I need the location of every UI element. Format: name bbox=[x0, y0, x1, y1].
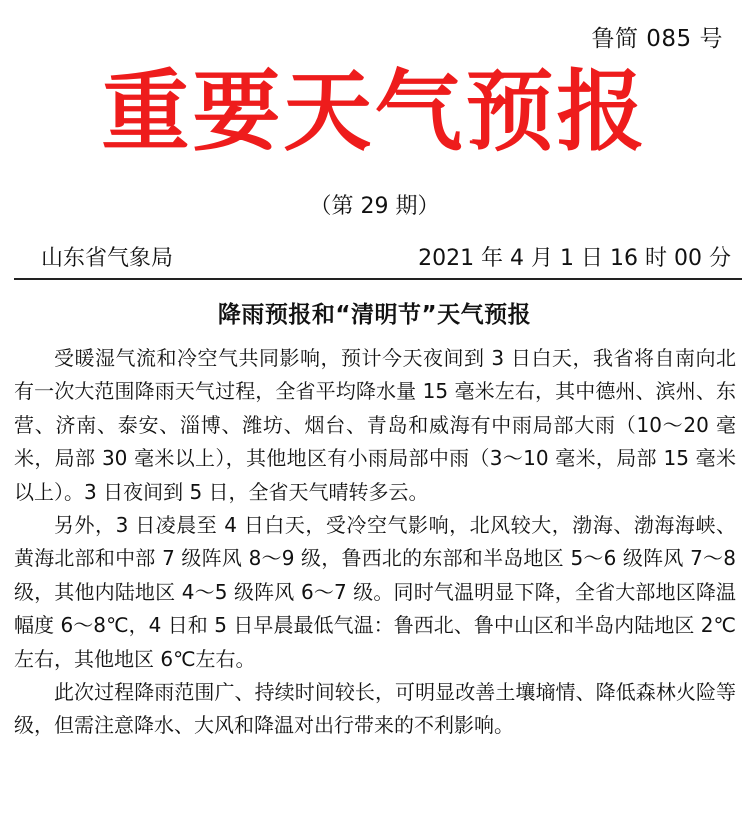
header-divider bbox=[14, 278, 742, 280]
body-paragraph: 另外，3 日凌晨至 4 日白天，受冷空气影响，北风较大，渤海、渤海海峡、黄海北部和中部 7 级阵风 8～9 级，鲁西北的东部和半岛地区 5～6 级阵风 7～8 级，其他内陆地区 4～5 级阵风 6～7 级。同时气温明显下降，全省大部地区降温幅度 6～8℃，4 日和 5 日早晨最低气温：鲁西北、鲁中山区和半岛内陆地区 2℃左右，其他地区 6℃左右。 bbox=[14, 513, 736, 671]
issue-datetime: 2021 年 4 月 1 日 16 时 00 分 bbox=[418, 246, 731, 271]
body-paragraph: 此次过程降雨范围广、持续时间较长，可明显改善土壤墒情、降低森林火险等级，但需注意降水、大风和降温对出行带来的不利影响。 bbox=[14, 680, 736, 738]
document-body bbox=[14, 342, 736, 743]
document-number: 鲁简 085 号 bbox=[591, 26, 723, 52]
issuing-agency: 山东省气象局 bbox=[41, 246, 174, 271]
body-paragraph: 受暖湿气流和冷空气共同影响，预计今天夜间到 3 日白天，我省将自南向北有一次大范围降雨天气过程，全省平均降水量 15 毫米左右，其中德州、滨州、东营、济南、泰安、淄博、潍坊、烟台、青岛和威海有中雨局部大雨（10～20 毫米，局部 30 毫米以上），其他地区有小雨局部中雨（3～10 毫米，局部 15 毫米以上）。3 日夜间到 5 日，全省天气晴转多云。 bbox=[14, 346, 736, 504]
main-title: 重要天气预报 bbox=[101, 60, 648, 163]
issue-number: （第 29 期） bbox=[309, 194, 440, 219]
document-heading: 降雨预报和“清明节”天气预报 bbox=[217, 302, 532, 328]
